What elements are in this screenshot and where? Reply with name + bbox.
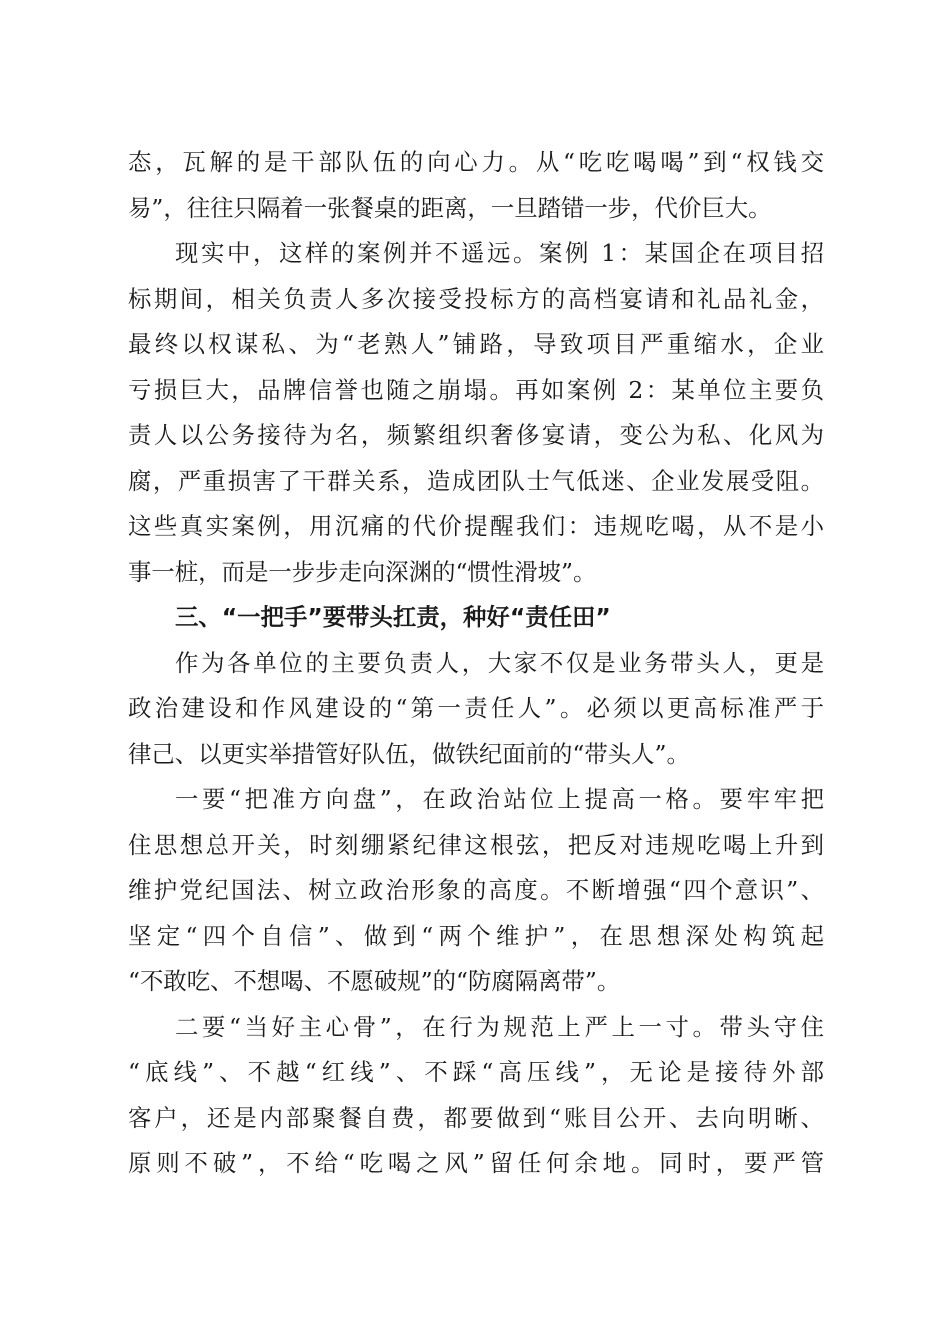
document-body — [128, 140, 824, 1187]
paragraph-2-line-1: 现实中，这样的案例并不遥远。案例 1：某国企在项目招 — [175, 239, 824, 267]
paragraph-2-line-2: 标期间，相关负责人多次接受投标方的高档宴请和礼品礼金， — [128, 284, 824, 313]
paragraph-1-line-2: 易”，往往只隔着一张餐桌的距离，一旦踏错一步，代价巨大。 — [128, 193, 772, 222]
paragraph-2-line-3: 最终以权谋私、为“老熟人”铺路，导致项目严重缩水，企业 — [128, 330, 824, 358]
paragraph-3-line-1: 作为各单位的主要负责人，大家不仅是业务带头人，更是 — [175, 648, 824, 677]
paragraph-5-line-4: 原则不破”，不给“吃喝之风”留任何余地。同时，要严管 — [128, 1149, 824, 1177]
paragraph-2-line-6: 腐，严重损害了干群关系，造成团队士气低迷、企业发展受阻。 — [128, 466, 824, 495]
paragraph-5-line-3: 客户，还是内部聚餐自费，都要做到“账目公开、去向明晰、 — [128, 1103, 824, 1132]
paragraph-2-line-8: 事一桩，而是一步步走向深渊的“惯性滑坡”。 — [128, 557, 597, 586]
paragraph-2-line-4: 亏损巨大，品牌信誉也随之崩塌。再如案例 2：某单位主要负 — [128, 375, 824, 404]
paragraph-4-line-4: 坚定“四个自信”、做到“两个维护”，在思想深处构筑起 — [128, 921, 824, 950]
paragraph-3-line-2: 政治建设和作风建设的“第一责任人”。必须以更高标准严于 — [128, 694, 824, 722]
paragraph-2-line-7: 这些真实案例，用沉痛的代价提醒我们：违规吃喝，从不是小 — [128, 512, 824, 540]
paragraph-4-line-3: 维护党纪国法、树立政治形象的高度。不断增强“四个意识”、 — [128, 876, 824, 904]
paragraph-5-line-2: “底线”、不越“红线”、不踩“高压线”，无论是接待外部 — [128, 1058, 824, 1086]
paragraph-2-line-5: 责人以公务接待为名，频繁组织奢侈宴请，变公为私、化风为 — [128, 421, 824, 449]
paragraph-1-line-1: 态，瓦解的是干部队伍的向心力。从“吃吃喝喝”到“权钱交 — [128, 148, 824, 176]
paragraph-4-line-2: 住思想总开关，时刻绷紧纪律这根弦，把反对违规吃喝上升到 — [128, 830, 824, 859]
section-heading: 三、“一把手”要带头扛责，种好“责任田” — [175, 603, 611, 631]
paragraph-3-line-3: 律己、以更实举措管好队伍，做铁纪面前的“带头人”。 — [128, 739, 690, 768]
paragraph-4-line-1: 一要“把准方向盘”，在政治站位上提高一格。要牢牢把 — [175, 785, 824, 813]
paragraph-4-line-5: “不敢吃、不想喝、不愿破规”的“防腐隔离带”。 — [128, 967, 621, 995]
paragraph-5-line-1: 二要“当好主心骨”，在行为规范上严上一寸。带头守住 — [175, 1012, 824, 1041]
